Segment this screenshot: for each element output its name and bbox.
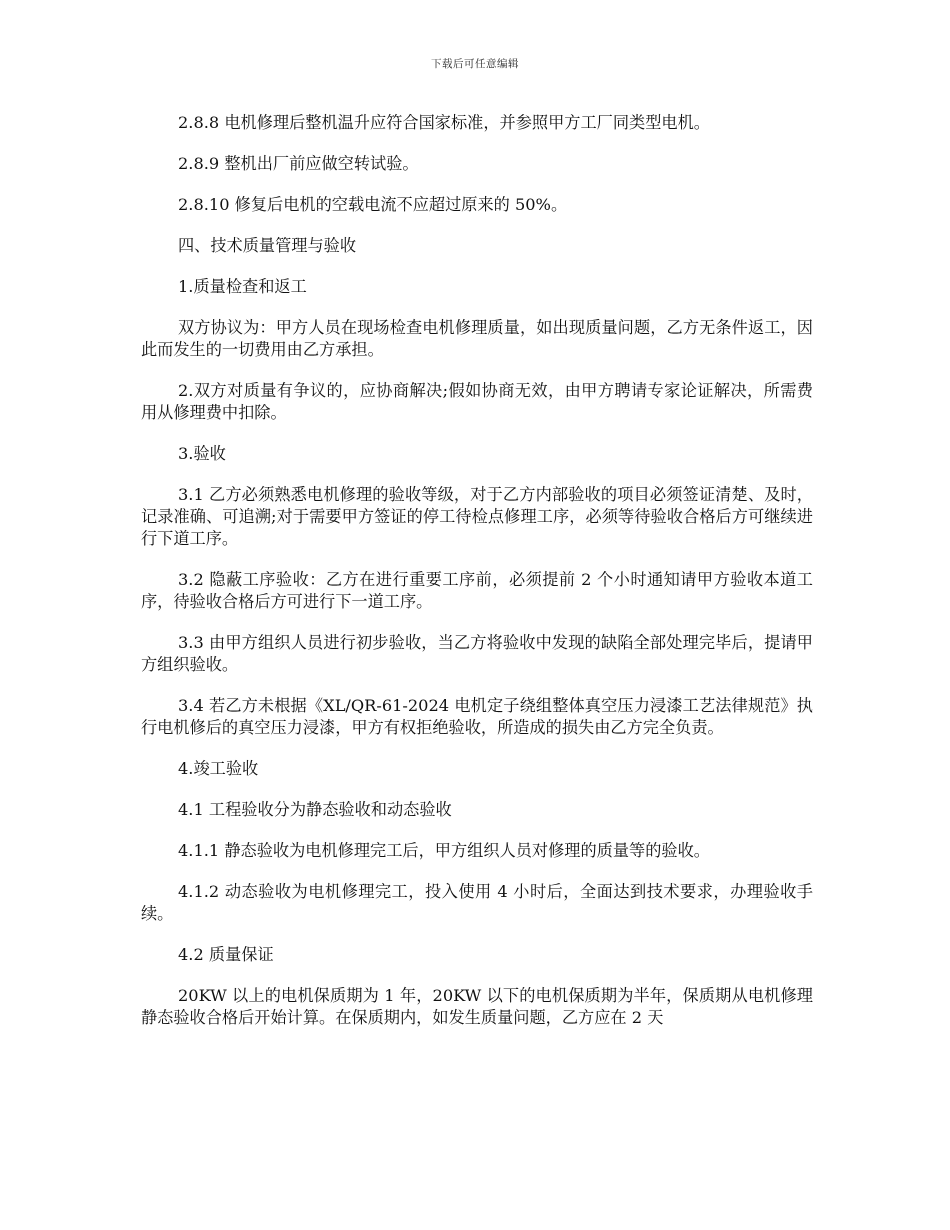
- paragraph-2-8-10: 2.8.10 修复后电机的空载电流不应超过原来的 50%。: [178, 195, 568, 214]
- paragraph-3-3: 3.3 由甲方组织人员进行初步验收，当乙方将验收中发现的缺陷全部处理完毕后，提请甲方组织验收。: [141, 633, 813, 674]
- paragraph-warranty-period: 20KW 以上的电机保质期为 1 年，20KW 以下的电机保质期为半年，保质期从电机修理静态验收合格后开始计算。在保质期内，如发生质量问题，乙方应在 2 天: [141, 986, 813, 1027]
- paragraph-3-2: 3.2 隐蔽工序验收：乙方在进行重要工序前，必须提前 2 个小时通知请甲方验收本道工序，待验收合格后方可进行下一道工序。: [141, 570, 813, 611]
- subheading-completion-acceptance: 4.竣工验收: [178, 759, 259, 778]
- paragraph-rework-agreement: 双方协议为：甲方人员在现场检查电机修理质量，如出现质量问题，乙方无条件返工，因此而发生的一切费用由乙方承担。: [141, 318, 813, 359]
- paragraph-4-1-1: 4.1.1 静态验收为电机修理完工后，甲方组织人员对修理的质量等的验收。: [178, 841, 710, 860]
- paragraph-3-1: 3.1 乙方必须熟悉电机修理的验收等级，对于乙方内部验收的项目必须签证清楚、及时，记录准确、可追溯;对于需要甲方签证的停工待检点修理工序，必须等待验收合格后方可继续进行下道工序。: [141, 485, 813, 548]
- page-header: 下载后可任意编辑: [431, 58, 519, 70]
- subheading-quality-check: 1.质量检查和返工: [178, 277, 307, 296]
- paragraph-2-8-9: 2.8.9 整机出厂前应做空转试验。: [178, 154, 419, 173]
- subheading-quality-guarantee: 4.2 质量保证: [178, 945, 274, 964]
- paragraph-4-1: 4.1 工程验收分为静态验收和动态验收: [178, 800, 452, 819]
- document-body: [141, 112, 813, 1048]
- paragraph-2-8-8: 2.8.8 电机修理后整机温升应符合国家标准，并参照甲方工厂同类型电机。: [178, 113, 710, 132]
- paragraph-dispute-resolution: 2.双方对质量有争议的，应协商解决;假如协商无效，由甲方聘请专家论证解决，所需费用从修理费中扣除。: [141, 381, 813, 422]
- subheading-acceptance: 3.验收: [178, 444, 226, 463]
- section-heading-quality-management: 四、技术质量管理与验收: [178, 236, 357, 255]
- paragraph-4-1-2: 4.1.2 动态验收为电机修理完工，投入使用 4 小时后，全面达到技术要求，办理验收手续。: [141, 882, 813, 923]
- paragraph-3-4: 3.4 若乙方未根据《XL/QR-61-2024 电机定子绕组整体真空压力浸漆工艺法律规范》执行电机修后的真空压力浸漆，甲方有权拒绝验收，所造成的损失由乙方完全负责。: [141, 696, 813, 737]
